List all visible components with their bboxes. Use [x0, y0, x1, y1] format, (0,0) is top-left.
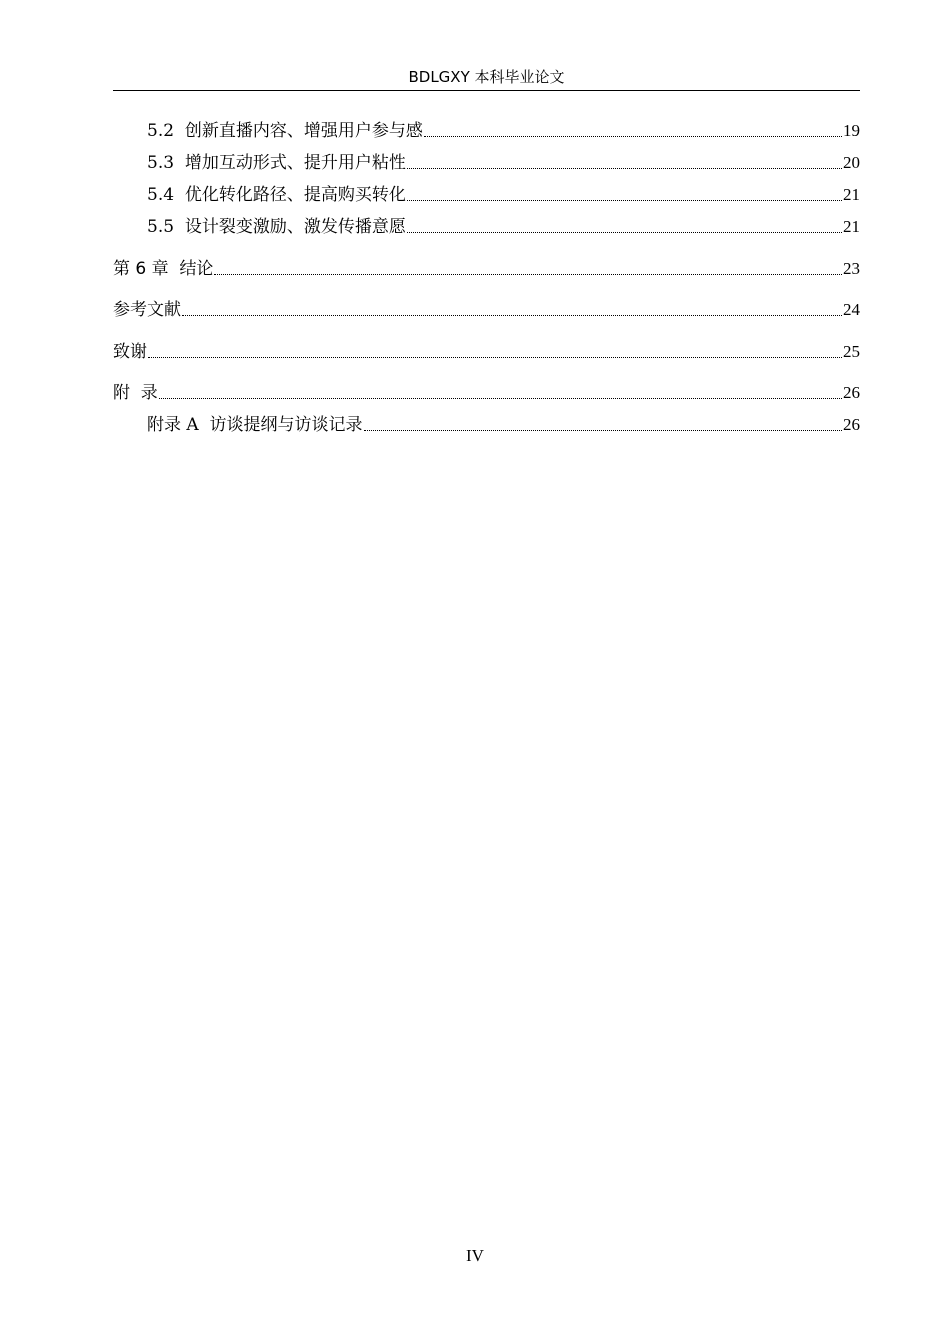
- toc-entry-5-5[interactable]: [113, 213, 860, 239]
- toc-entry-page: 19: [843, 121, 860, 140]
- toc-entry-appendix-a[interactable]: [113, 411, 860, 437]
- page-footer: [0, 1246, 950, 1266]
- toc-entry-page: 20: [843, 153, 860, 172]
- page-number: IV: [466, 1246, 484, 1265]
- page-header: [113, 66, 860, 91]
- toc-entry-page: 25: [843, 342, 860, 361]
- toc-entry-page: 26: [843, 383, 860, 402]
- toc-entry-number: 5.4: [147, 185, 185, 205]
- toc-entry-page: 21: [843, 185, 860, 204]
- toc-entry-title: 增加互动形式、提升用户粘性: [184, 153, 406, 173]
- toc-entry-acknowledgements[interactable]: [113, 338, 860, 364]
- toc-entry-title: 参考文献: [113, 300, 181, 320]
- toc-entry-number: 附录 A: [147, 415, 210, 435]
- toc-dot-leader: [407, 168, 842, 169]
- toc-dot-leader: [148, 357, 842, 358]
- toc-dot-leader: [182, 315, 842, 316]
- toc-entry-title: 优化转化路径、提高购买转化: [184, 185, 406, 205]
- toc-entry-5-3[interactable]: [113, 149, 860, 175]
- toc-entry-title: 设计裂变激励、激发传播意愿: [184, 217, 406, 237]
- toc-entry-title: 结论: [179, 259, 214, 279]
- toc-entry-page: 21: [843, 217, 860, 236]
- toc-entry-number: 5.5: [147, 217, 185, 237]
- toc-dot-leader: [159, 398, 842, 399]
- header-text: BDLGXY 本科毕业论文: [408, 68, 565, 86]
- toc-entry-title: 访谈提纲与访谈记录: [209, 415, 363, 435]
- toc-entry-references[interactable]: [113, 296, 860, 322]
- toc-entry-title: 附 录: [113, 383, 158, 403]
- toc-entry-title: 致谢: [113, 342, 147, 362]
- toc-entry-5-4[interactable]: [113, 181, 860, 207]
- toc-dot-leader: [424, 136, 842, 137]
- toc-entry-page: 24: [843, 300, 860, 319]
- toc-entry-number: 5.2: [147, 121, 185, 141]
- toc-dot-leader: [407, 200, 842, 201]
- toc-dot-leader: [214, 274, 842, 275]
- toc-entry-5-2[interactable]: [113, 117, 860, 143]
- toc-entry-page: 26: [843, 415, 860, 434]
- toc-entry-page: 23: [843, 259, 860, 278]
- toc-entry-number: 第 6 章: [113, 259, 180, 279]
- toc-entry-number: 5.3: [147, 153, 185, 173]
- toc-entry-title: 创新直播内容、增强用户参与感: [184, 121, 423, 141]
- toc-entry-chapter-6[interactable]: [113, 255, 860, 281]
- toc-dot-leader: [407, 232, 842, 233]
- toc-dot-leader: [364, 430, 843, 431]
- toc-entry-appendix[interactable]: [113, 379, 860, 405]
